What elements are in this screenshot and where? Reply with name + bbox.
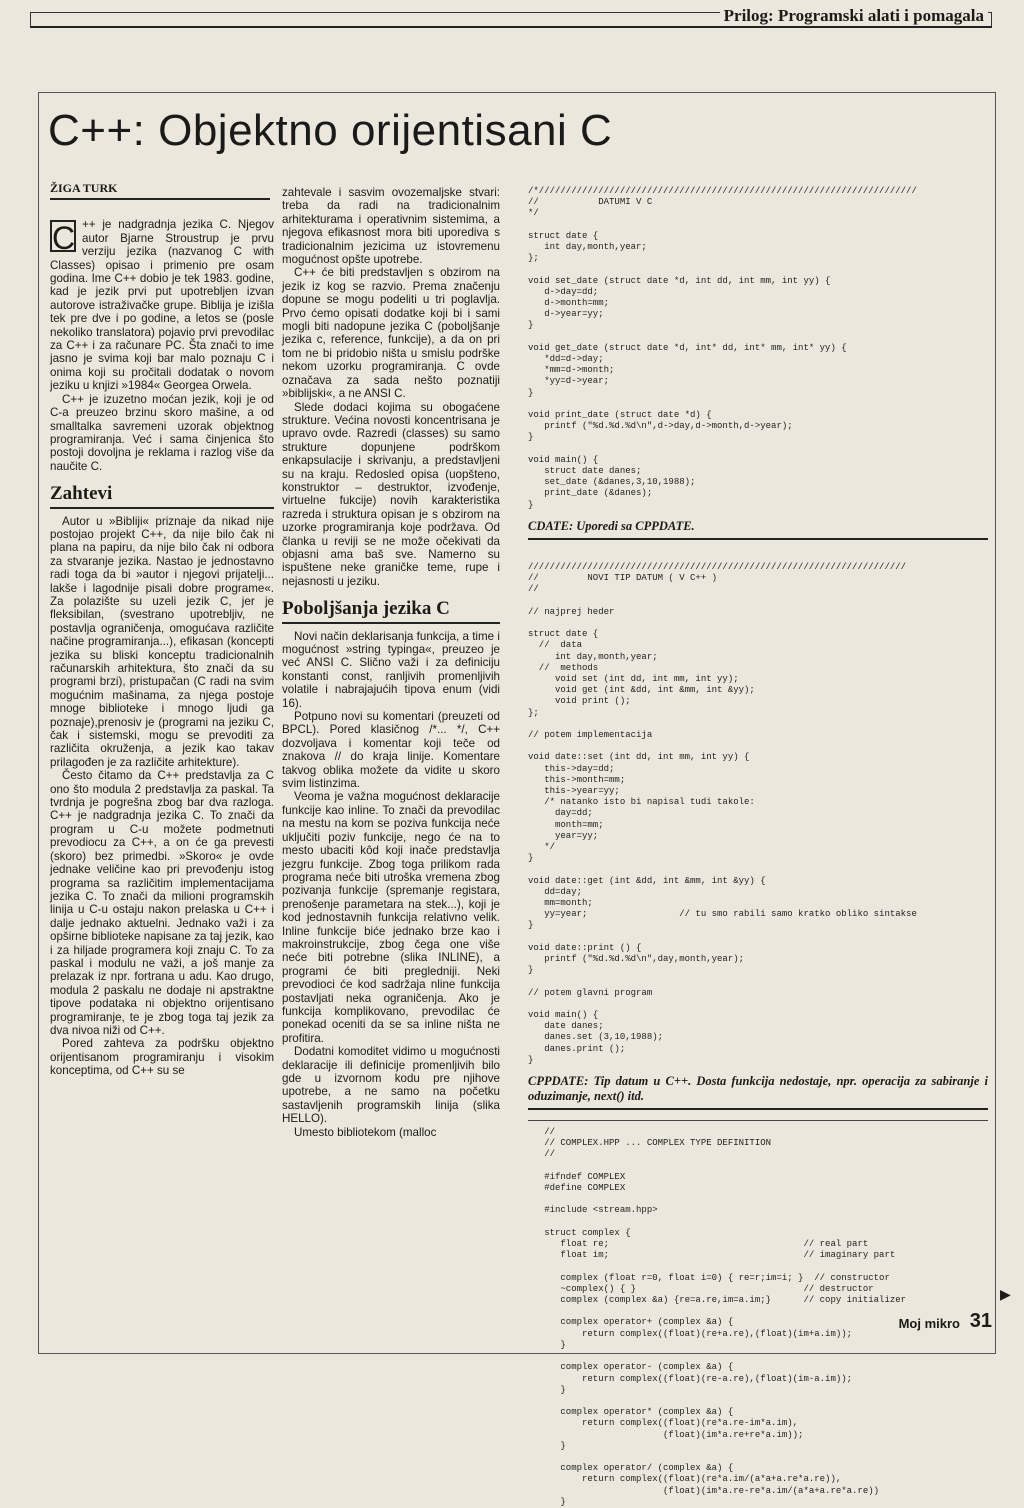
paragraph: C++ će biti predstavljen s obzirom na jezik iz kog se razvio. Prema značenju dopune se mogu podeliti u tri poglavlja. Prvo ćemo opisati dodatke koji bi i sami mogli biti nadopune jezika C (poboljšanje jezika c, reference, funkcije), a da on pri tom ne bi pridobio ništa u smislu podrške nekom uzorku programiranja. C ovde označava za sada nešto poznatiji »biblijski«, a ne ANSI C. — [282, 266, 500, 401]
paragraph: zahtevale i sasvim ovozemaljske stvari: treba da radi na tradicionalnim arhitekturama i operativnim sistemima, a njegova efikasnost mora biti uporediva s tradicionalnim jezicima uz istovremenu mogućnost opšte upotrebe. — [282, 186, 500, 267]
caption-cdate: CDATE: Uporedi sa CPPDATE. — [528, 519, 988, 540]
paragraph: Novi način deklarisanja funkcija, a time i mogućnost »string typinga«, preuzeo je već ANSI C. Slično važi i za definiciju konstanti const, ranljivih promenljivih volatile i nabrajajućih tipova enum (vidi 16). — [282, 629, 500, 710]
paragraph: Potpuno novi su komentari (preuzeti od BPCL). Pored klasičnog /*... */, C++ dozvoljava i komentar koji teče od znakova // do kraja linije. Komentare takvog oblika možete da vidite u skoro svim listinzima. — [282, 710, 500, 791]
listing-cppdate: ////////////////////////////////////////////////////////////////////// // NOVI TIP DATUM ( V C++ ) // // najprej heder struct date { // data int day,month,year; // methods void set (int dd, int mm, int yy); void get (int &dd, int &mm, int &yy); void print (); }; // potem implementacija void date::set (int dd, int mm, int yy) { this->day=dd; this->month=mm; this->year=yy; /* natanko isto bi napisal tudi takole: day=dd; month=mm; year=yy; */ } void date::get (int &dd, int &mm, int &yy) { dd=day; mm=month; yy=year; // tu smo rabili samo kratko obliko sintakse } void date::print () { printf ("%d.%d.%d\n",day,month,year); } // potem glavni program void main() { date danes; danes.set (3,10,1988); danes.print (); } — [528, 561, 917, 1065]
continue-arrow-icon: ▶ — [1000, 1286, 1011, 1302]
column-1 — [50, 182, 274, 1078]
article-title: C++: Objektno orijentisani C — [48, 106, 613, 155]
paragraph: Veoma je važna mogućnost deklaracije funkcije kao inline. To znači da prevodilac na mestu na kom se poziva funkcija neće uključiti poziv funkcije, nego će na to mesto ubaciti kôd koji inače predstavlja jezgru funkcije. Zbog toga prilikom rada programa neće biti utroška vremena zbog pozivanja funkcije (spremanje registara, prenošenje parametara na stek...), koji je kod jednostavnih funkcija relativno velik. Inline funkcije biće jednako brze kao i makroinstrukcije, zbog čega one više neće biti potrebne (slika INLINE), a programi će biti pregledniji. Neki prevodioci će kod sadržaja nline funkcija postavljati neka ograničenja. Ako je funkcija komplikovano, prevodilac će ponekad oceniti da se sa inline ništa ne profitira. — [282, 790, 500, 1045]
intro-paragraph — [50, 218, 274, 392]
paragraph: Slede dodaci kojima su obogaćene strukture. Većina novosti koncentrisana je upravo ovde. Razredi (classes) su samo strukture dopunjene podrškom enkapsulacije i skrivanju, a predstavljeni su na kraju. Redosled opisa (uopšteno, konstruktor – destruktor, izvođenje, virtuelne fukcije) novih karakteristika razreda i struktura opisan je s obzirom na uzorke programiranja koje podržava. Od članka u reviji se ne može očekivati da objasni ama baš sve. Namerno su ispuštene neke graničke teme, rupe i nejasnosti u jeziku. — [282, 400, 500, 588]
paragraph: Autor u »Bibliji« priznaje da nikad nije postojao projekt C++, da nije bilo čak ni plana na papiru, da nije bilo čak ni odbora za stvaranje jezika. Nastao je jednostavno radi toga da bi »autor i njegovi prijatelji... lakše i lagodnije pisali dobre programe«. Za polazište su uzeli jezik C, jer je fleksibilan, (svestrano upotrebljiv, ne postavlja ograničenja, omogućava različite načine programiranja...), efikasan (koncepti jezika su bliski konceptu tradicionalnih računarskih arhitektura, što znači da su programi brzi), pristupačan (C radi na svim mogućnim mašinama, za njega postoje mnoge biblioteke i mnogo ljudi ga poznaje),prenosiv je (programi na jeziku C, čak i sistemski, mogu se prevoditi za različita okruženja, a jezik kao takav prilagođen je za različite arhitekture). — [50, 514, 274, 769]
caption-cppdate: CPPDATE: Tip datum u C++. Dosta funkcija nedostaje, npr. operacija za sabiranje i oduzimanje, next() itd. — [528, 1074, 988, 1110]
paragraph: Dodatni komoditet vidimo u mogućnosti deklaracije ili definicije promenljivih bilo gde u izvornom kodu pre njihove upotrebe, a ne samo na početku sastavljenih programskih linija (slika HELLO). — [282, 1045, 500, 1126]
paragraph: C++ je izuzetno moćan jezik, koji je od C-a preuzeo brzinu skoro mašine, a od smalltalka savremeni uzorak objektnog programiranja. Već i sama činjenica što postoji dovoljna je reklama i razlog više da naučite C. — [50, 392, 274, 473]
magazine-name: Moj mikro — [898, 1316, 960, 1331]
paragraph: Često čitamo da C++ predstavlja za C ono što modula 2 predstavlja za paskal. Ta tvrdnja je pogrešna zbog bar dva razloga. C++ je nadgradnja jezika C. To znači da program u C-u možete podmetnuti prevodiocu za C++, a on će ga prevesti (skoro) bez primedbi. »Skoro« je ovde jednake veličine kao pri prevođenju istog programa sa različitim implementacijama jezika C. To znači da milioni programskih linija u C-u ostaju nakon prelaska u C++ i dalje jednako aktuelni. Jednako važi i za opširne biblioteke napisane za taj jezik, kao i za hiljade programera koji znaju C. To za paskal i modulu ne važi, a još manje za prelazak iz npr. fortrana u adu. Kao drugo, modula 2 paskalu ne dodaje ni apstraktne tipove podataka ni objektno orijentisano programiranje, te je zbog toga taj jezik za dva nivoa niži od C++. — [50, 769, 274, 1037]
listing-cdate: /*////////////////////////////////////////////////////////////////////// // DATUMI V C */ struct date { int day,month,year; }; void set_date (struct date *d, int dd, int mm, int yy) { d->day=dd; d->month=mm; d->year=yy; } void get_date (struct date *d, int* dd, int* mm, int* yy) { *dd=d->day; *mm=d->month; *yy=d->year; } void print_date (struct date *d) { printf ("%d.%d.%d\n",d->day,d->month,d->year); } void main() { struct date danes; set_date (&danes,3,10,1988); print_date (&danes); } — [528, 186, 917, 510]
drop-cap: C — [52, 220, 76, 257]
paragraph: Umesto bibliotekom (malloc — [294, 1125, 437, 1139]
column-2 — [282, 186, 500, 1139]
running-head: Prilog: Programski alati i pomagala — [720, 6, 988, 26]
listings-column — [528, 186, 988, 1508]
intro-text: ++ je nadgradnja jezika C. Njegov autor Bjarne Stroustrup je prvu verziju jezika (nazvanog C with Classes) opisao i primenio pre osam godina. Ime C++ dobio je tek 1983. godine, kad je jezik prvi put upotrebljen izvan autorove istraživačke grupe. Biblija je izišla tek pre dve i po godine, a letos se (posle nekoliko translatora) pojavio prvi prevodilac za C++ i za računare PC. Šta znači to ime jasno je svima koji bar malo poznaju C i onima koji su pročitali dodatak o novom jeziku u knjizi »1984« Georgea Orwela. — [50, 218, 274, 393]
author-byline: ŽIGA TURK — [50, 182, 270, 200]
listing-complex: // // COMPLEX.HPP ... COMPLEX TYPE DEFINITION // #ifndef COMPLEX #define COMPLEX #include <stream.hpp> struct complex { float re; // real part float im; // imaginary part complex (float r=0, float i=0) { re=r;im=i; } // constructor ~complex() { } // destructor complex (complex &a) {re=a.re,im=a.im;} // copy initializer complex operator+ (complex &a) { return complex((float)(re+a.re),(float)(im+a.im)); } complex operator- (complex &a) { return complex((float)(re-a.re),(float)(im-a.im)); } complex operator* (complex &a) { return complex((float)(re*a.re-im*a.im), (float)(im*a.re+re*a.im)); } complex operator/ (complex &a) { return complex((float)(re*a.im/(a*a+a.re*a.re)), (float)(im*a.re-re*a.im/(a*a+a.re*a.re)) } — [544, 1127, 907, 1507]
page-number: 31 — [969, 1310, 992, 1332]
section-heading-zahtevi: Zahtevi — [50, 487, 274, 508]
section-heading-poboljsanja: Poboljšanja jezika C — [282, 602, 500, 623]
paragraph: Pored zahteva za podršku objektno orijentisanom programiranju i visokim konceptima, od C++ su se — [50, 1037, 274, 1078]
listing-complex-box — [528, 1120, 988, 1508]
